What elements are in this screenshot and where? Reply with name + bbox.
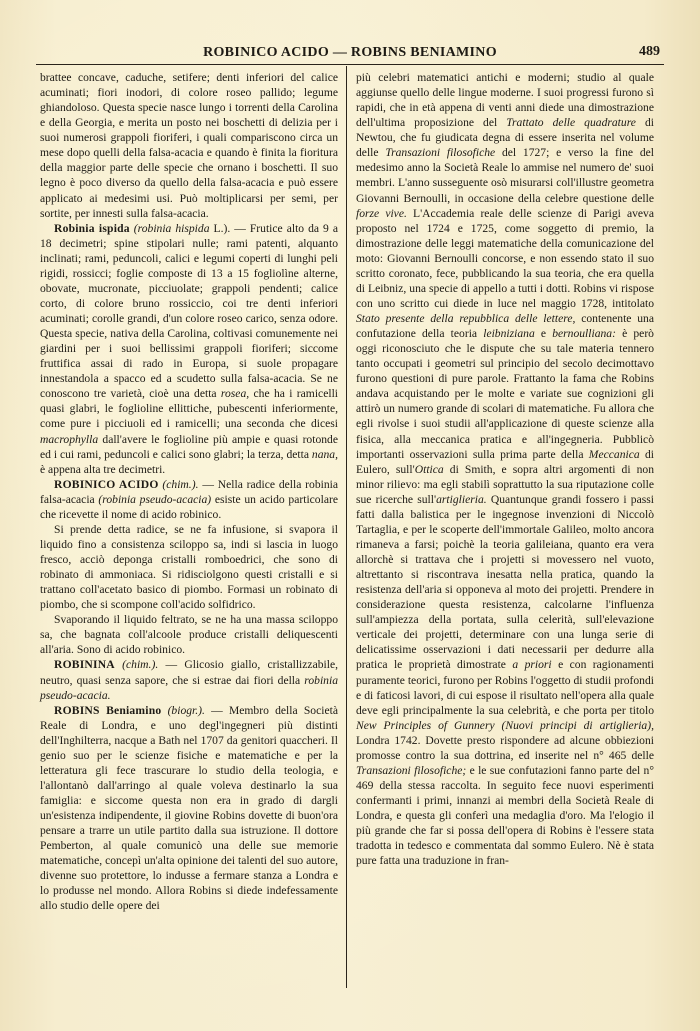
work-title: Transazioni filosofiche;: [356, 763, 467, 777]
variety-name: nana,: [311, 447, 338, 461]
paragraph-text: L'Accademia reale delle scienze di Parigi aveva proposto nel 1724 e 1725, come soggetto di premio, la dimostrazione delle leggi matematiche della comunicazione del moto: Giovanni Bernoulli concorse, e non essendo stato il suo scritto coronato, fece, pubblicando la sua teoria, che era quella di Leibniz, una specie di appello a tutti i dotti. Robins vi rispose con uno scritto cui diede in luce nel maggio 1728, intitolato: [356, 206, 654, 310]
page-number: 489: [639, 44, 660, 59]
paragraph-text: che ha i ramicelli quasi glabri, le foglioline ellittiche, pubescenti inferiormente, come pure i picciuoli ed i ramicelli; una seconda che dicesi: [40, 387, 339, 431]
paragraph-text: — Membro della Società Reale di Londra, e uno degl'ingegneri più distinti dell'Inghilterra, nacque a Bath nel 1707 da genitori quaccheri. Il genio suo per le scienze fisiche e matematiche e per la letteratura gli fece trascurare lo studio della teologia, e l'allontanò dall'arringo al quale voleva destinarlo la sua famiglia: e siccome questa non era in grado di dargli un'esistenza indipendente, il giovine Robins dovette di buon'ora pensare a trarre un utile partito dalla sua istruzione. Il dottore Pemberton, al quale comunicò una delle sue memorie matematiche, concepì un'alta opinione dei talenti del suo autore, divenne suo protettore, lo indusse a fermare stanza a Londra e lo produsse nel mondo. Allora Robins si diede indefessamente allo studio delle opere dei: [40, 703, 338, 913]
subject-tag: (chim.).: [162, 477, 199, 491]
paragraph-text: — Nella radice della robinia falsa-acacia: [40, 477, 339, 506]
term: artiglieria.: [436, 492, 487, 506]
left-column: [40, 70, 338, 914]
latin-name: robinia pseudo-acacia.: [40, 673, 338, 702]
paragraph-text: di Eulero, sull': [356, 447, 655, 476]
paragraph-text: è però oggi riconosciuto che le dispute che su tale materia tennero tanto occupati i geometri sul principio del secolo decimottavo furono questioni di pure parole. Frattanto la fama che Robins andava acquistando per le molte e variate sue cognizioni gli attirò un numero grande di scolari di matematiche. Fu allora che egli rivolse i suoi studii all'applicazione di queste scienze alla fisica, alla meccanica pratica e all'ingegneria. Pubblicò importanti osservazioni sulla prima parte della: [356, 327, 654, 461]
work-title: Ottica: [414, 462, 444, 476]
paragraph-text: Londra 1742. Dovette presto rispondere ad alcune obbiezioni promosse contro la sua dottrina, ed inserite nel n° 465 delle: [356, 733, 654, 762]
term: forze vive.: [356, 206, 407, 220]
entry-robinina: [40, 657, 338, 702]
entry-robinico-acido: [40, 477, 338, 522]
variety-name: rosea,: [220, 387, 250, 401]
subject-tag: (chim.).: [122, 658, 159, 672]
work-title: Trattato delle quadrature: [506, 116, 636, 130]
paragraph-text: — Glicosio giallo, cristallizzabile, neutro, quasi senza sapore, che si estrae dai fiori della: [40, 658, 338, 687]
paragraph-text: esiste un acido particolare che ricevette il nome di acido robinico.: [40, 492, 338, 521]
right-column: [356, 70, 654, 868]
subject-tag: (biogr.).: [167, 703, 205, 717]
paragraph-text: e: [540, 327, 547, 341]
term: leibniziana: [483, 327, 535, 341]
latin-name: (robinia pseudo-acacia): [98, 492, 212, 506]
running-header: [36, 41, 664, 65]
paragraph-text: di Smith, e sopra altri argomenti di non minor rilievo: ma egli stabilì soprattutto la sua riputazione colle sue ricerche sull': [356, 462, 655, 506]
paragraph-text: L.). — Frutice alto da 9 a 18 decimetri; spine stipolari nulle; rami patenti, alquanto inclinati; rami, peduncoli, calici e legumi coperti di lunghi peli rigidi, rossicci; foglie composte di 13 a 15 fogliolìne alterne, obovate, mucronate, picciuolate; grappoli pendenti; calice corto, di colore bruno rossiccio, coi tre denti inferiori acuminati; corolle grandi, d'un colore roseo carico, senza odore. Questa specie, nativa della Carolina, coltivasi comunemente nei giardini per i suoi bellissimi grappoli fioriferi; siccome fruttifica assai di rado in Europa, si suole propagare innestandola a spacco ed a scudetto sulla falsa-acacia. Se ne conoscono tre varietà, cioè una detta: [40, 221, 338, 401]
entry-heading: ROBINICO ACIDO: [54, 477, 159, 491]
term: bernoulliana:: [552, 327, 616, 341]
entry-robinia-ispida: [40, 221, 338, 477]
entry-heading: Robinia ispida: [54, 221, 130, 235]
paragraph: [40, 522, 338, 612]
variety-name: macrophylla: [40, 432, 99, 446]
paragraph-text: è appena alta tre decimetri.: [40, 462, 166, 476]
column-divider: [346, 66, 347, 988]
work-title: Meccanica: [588, 447, 640, 461]
paragraph-text: dall'avere le foglioline più ampie e quasi rotonde ed i cui rami, peduncoli e calici sono glabri; la terza, detta: [40, 432, 338, 461]
work-title: New Principles of Gunnery (Nuovi principi di artiglieria),: [356, 718, 654, 732]
header-rule: [36, 64, 664, 65]
term: a priori: [512, 658, 552, 672]
entry-robins-beniamino: [40, 703, 338, 914]
paragraph-text: e le sue confutazioni fanno parte del n° 469 della stessa raccolta. In seguito fece nuovi esperimenti confermanti i primi, innanzi ai membri della Società Reale di Londra, e questa gli conferì una medaglia d'oro. Ma l'elogio il più grande che far si possa dell'opera di Robins è l'essere stata tradotta in tedesco e commentata dal sommo Eulero. Nè è stata pure fatta una traduzione in fran-: [356, 763, 654, 868]
entry-heading: ROBININA: [54, 658, 115, 672]
paragraph-text: contenente una confutazione della teoria: [356, 312, 654, 341]
paragraph-text: Svaporando il liquido feltrato, se ne ha una massa sciloppo sa, che bagnata coll'alcoole produce cristalli deliquescenti all'aria. Sono di acido robinico.: [40, 613, 338, 657]
work-title: Transazioni filosofiche: [385, 146, 496, 160]
paragraph-text: del 1727; e verso la fine del medesimo anno la Società Reale lo ammise nel numero de' suoi membri. L'anno susseguente osò misurarsi coll'illustre geometra Giovanni Bernoulli, in occasione della celebre questione delle: [356, 146, 655, 205]
work-title: Stato presente della repubblica delle lettere,: [356, 312, 576, 325]
paragraph-text: Si prende detta radice, se ne fa infusione, si svapora il liquido fino a consistenza sciloppo sa, indi si lascia in luogo fresco, acciò deponga cristalli romboedrici, che sono di robinato di ammoniaca. Si ridisciolgono questi cristalli e si trattano coll'acetato basico di piombo. Formasi un robinato di piombo, che si scompone coll'acido solfidrico.: [40, 522, 338, 612]
paragraph-text: e con ragionamenti puramente teorici, furono per Robins l'oggetto di studii profondi e di faticosi lavori, di cui espose il risultato nell'opera alla quale deve egli principalmente la sua celebrità, e che porta per titolo: [356, 658, 654, 717]
paragraph-text: più celebri matematici antichi e moderni; studio al quale aggiunse quello delle lingue moderne. I suoi progressi furono sì rapidi, che in età appena di venti anni diede una dimostrazione dell'ultima proposizione del: [356, 71, 654, 130]
paragraph-text: Quantunque grandi fossero i passi fatti dalla balistica per le ingegnose invenzioni di Niccolò Tartaglia, e per le scoperte dell'immortale Galileo, molto ancora rimaneva a farsi; poichè la teoria galileiana, quanto era vera allorchè si trattava che i projetti si movessero nel vuoto, altrettanto si riscontrava inesatta nella pratica, quando la resistenza dell'aria si opponeva al moto dei projetti. Prendere in considerazione questa resistenza, calcolarne l'influenza sull'ampiezza della portata, sulla celerità, sull'elevazione verticale dei projetti, determinare con una lunga serie di delicatissime osservazioni i dati necessarii per dedurre alla pratica le proprietà dimostrate: [356, 492, 654, 672]
entry-heading: ROBINS Beniamino: [54, 703, 162, 717]
paragraph: [40, 612, 338, 657]
paragraph-text: di Newtou, che fu giudicata degna di essere inserita nel volume delle: [356, 116, 654, 160]
paragraph-continuation: [356, 70, 654, 868]
paragraph-continuation: [40, 70, 338, 221]
paragraph-text: brattee concave, caduche, setifere; denti inferiori del calice acuminati; fiori inodori, di colore roseo pallido; legume ghiandoloso. Questa specie nasce lungo i torrenti della Carolina e della Georgia, e merita un posto nei boschetti di delizia per i suoi numerosi grappoli fioriferi, i quali compariscono circa un mese dopo quelli della falsa-acacia e quando è finita la fioritura della maggior parte delle specie che ornano i boschetti. Il suo legno è poco diverso da quello della falsa-acacia e può essere applicato ai medesimi usi. Può moltiplicarsi per semi, per sortite, per innesti sulla falsa-acacia.: [40, 71, 338, 220]
latin-name: (robinia hispida: [133, 221, 210, 235]
running-title: ROBINICO ACIDO — ROBINS BENIAMINO: [203, 45, 497, 60]
